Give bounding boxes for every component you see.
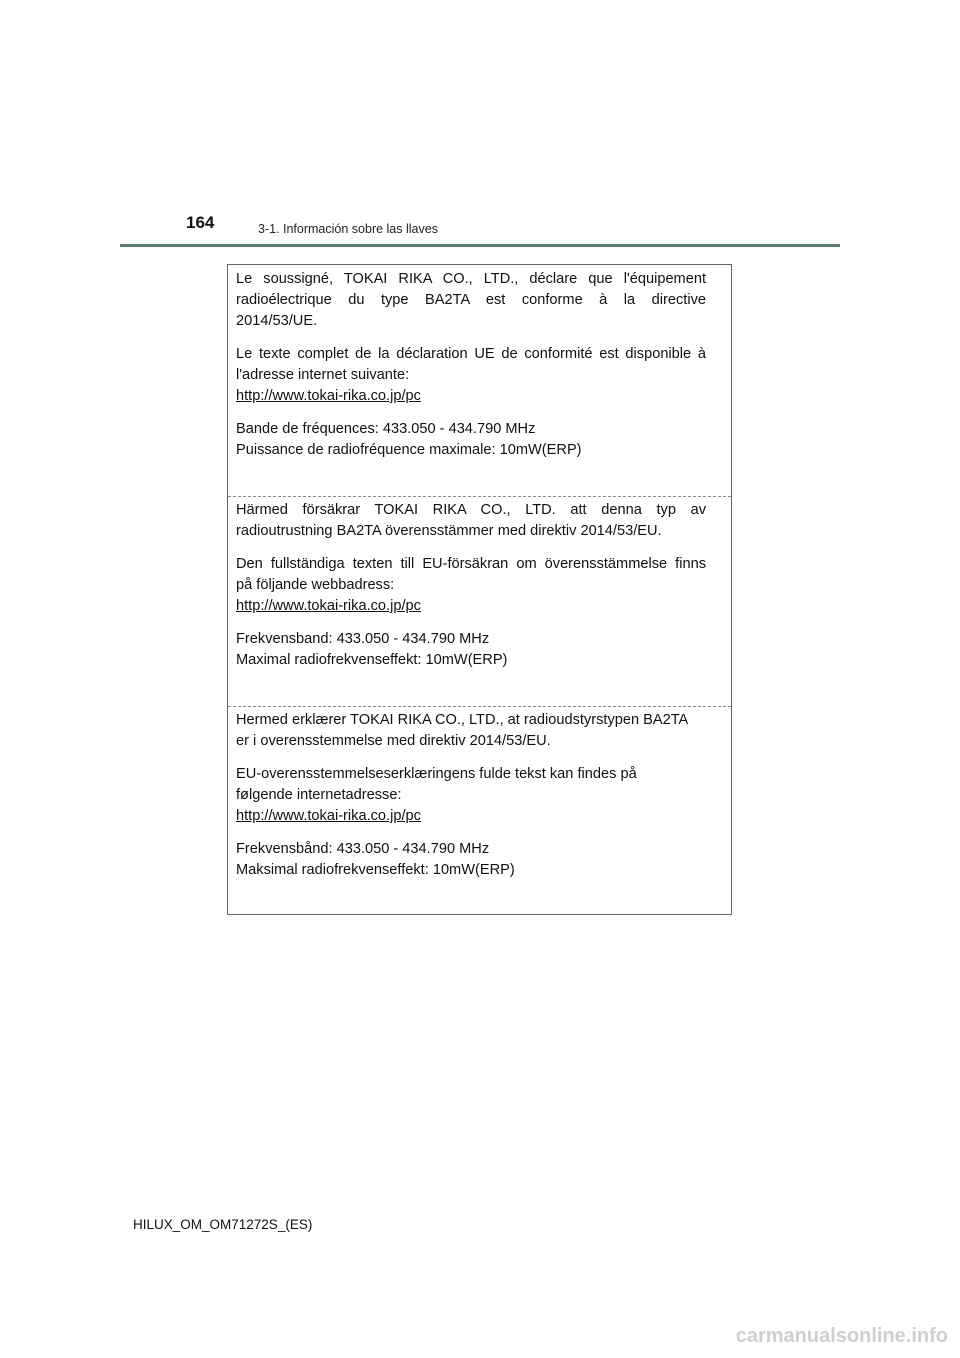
french-power: Puissance de radiofréquence maximale: 10mW(ERP) bbox=[236, 442, 582, 458]
swedish-frequency: Frekvensband: 433.050 - 434.790 MHz bbox=[236, 631, 490, 647]
french-frequency: Bande de fréquences: 433.050 - 434.790 MHz bbox=[236, 421, 536, 437]
danish-fulltext-notice bbox=[236, 764, 706, 827]
swedish-power: Maximal radiofrekvenseffekt: 10mW(ERP) bbox=[236, 652, 508, 668]
header-rule bbox=[120, 244, 840, 247]
danish-specs bbox=[236, 839, 706, 881]
notice-section-swedish bbox=[228, 496, 731, 706]
notice-section-french bbox=[228, 265, 731, 496]
french-fulltext-notice bbox=[236, 344, 706, 407]
danish-declaration-line-1: Hermed erklærer TOKAI RIKA CO., LTD., at radioudstyrstypen BA2TA bbox=[236, 712, 689, 728]
page-number: 164 bbox=[186, 213, 215, 232]
french-url-link[interactable]: http://www.tokai-rika.co.jp/pc bbox=[236, 388, 421, 404]
danish-declaration bbox=[236, 710, 706, 752]
document-code: HILUX_OM_OM71272S_(ES) bbox=[133, 1217, 313, 1232]
swedish-declaration-line-2: radioutrustning BA2TA överensstämmer med direktiv 2014/53/EU. bbox=[236, 523, 662, 539]
swedish-fulltext-line-1: Den fullständiga texten till EU-försäkran om överensstämmelse finns bbox=[236, 556, 706, 572]
watermark: carmanualsonline.info bbox=[735, 1325, 948, 1347]
danish-fulltext-line-1: EU-overensstemmelseserklæringens fulde tekst kan findes på bbox=[236, 766, 637, 782]
french-fulltext-line-2: l'adresse internet suivante: bbox=[236, 367, 410, 383]
french-specs bbox=[236, 419, 706, 461]
swedish-fulltext-line-2: på följande webbadress: bbox=[236, 577, 395, 593]
danish-declaration-line-2: er i overensstemmelse med direktiv 2014/53/EU. bbox=[236, 733, 551, 749]
swedish-fulltext-notice bbox=[236, 554, 706, 617]
section-title: 3-1. Información sobre las llaves bbox=[258, 222, 438, 236]
danish-power: Maksimal radiofrekvenseffekt: 10mW(ERP) bbox=[236, 862, 515, 878]
french-declaration bbox=[236, 269, 706, 332]
notice-section-danish bbox=[228, 706, 731, 916]
french-fulltext-line-1: Le texte complet de la déclaration UE de conformité est disponible à bbox=[236, 346, 706, 362]
french-declaration-line-2: radioélectrique du type BA2TA est conforme à la directive bbox=[236, 292, 706, 308]
french-declaration-line-1: Le soussigné, TOKAI RIKA CO., LTD., déclare que l'équipement bbox=[236, 271, 706, 287]
swedish-specs bbox=[236, 629, 706, 671]
danish-frequency: Frekvensbånd: 433.050 - 434.790 MHz bbox=[236, 841, 490, 857]
danish-url-link[interactable]: http://www.tokai-rika.co.jp/pc bbox=[236, 808, 421, 824]
danish-fulltext-line-2: følgende internetadresse: bbox=[236, 787, 402, 803]
swedish-declaration bbox=[236, 500, 706, 542]
swedish-declaration-line-1: Härmed försäkrar TOKAI RIKA CO., LTD. att denna typ av bbox=[236, 502, 706, 518]
compliance-notice-box bbox=[227, 264, 732, 915]
french-declaration-line-3: 2014/53/UE. bbox=[236, 313, 318, 329]
swedish-url-link[interactable]: http://www.tokai-rika.co.jp/pc bbox=[236, 598, 421, 614]
